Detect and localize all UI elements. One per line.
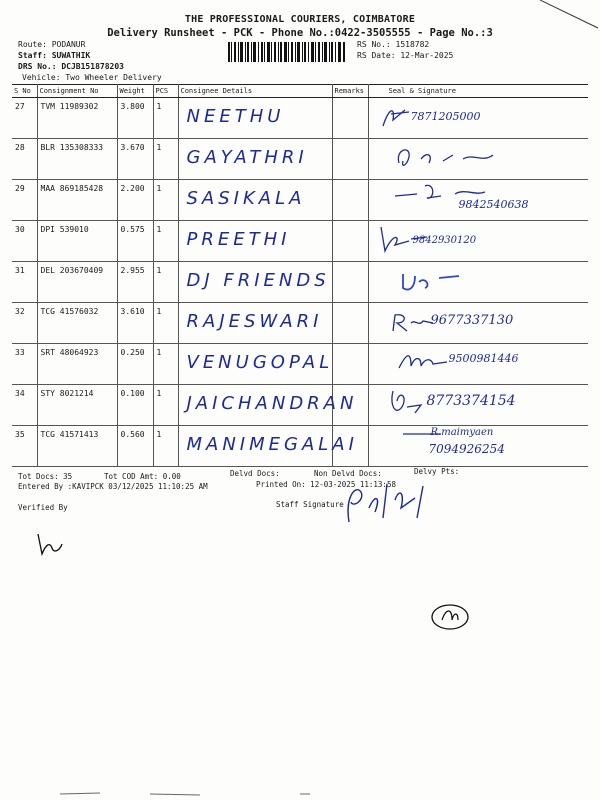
phone-handwriting: 8773374154: [426, 393, 516, 409]
vehicle-label: Vehicle: Two Wheeler Delivery: [22, 73, 162, 82]
page-fold-mark: [540, 0, 600, 30]
row-weight: 0.560: [117, 426, 153, 467]
col-header-remarks: Remarks: [332, 85, 368, 98]
staff-label: Staff: SUWATHIK: [18, 51, 91, 60]
row-consignment: TVM 11989302: [37, 98, 117, 139]
row-pcs: 1: [153, 98, 178, 139]
table-header-row: [12, 85, 588, 98]
row-pcs: 1: [153, 221, 178, 262]
col-header-consignee: Consignee Details: [178, 85, 332, 98]
bottom-edge-marks: [60, 788, 540, 798]
row-remarks: [332, 303, 368, 344]
row-consignment: DEL 203670409: [37, 262, 117, 303]
row-signature-cell: [368, 180, 588, 221]
consignee-handwriting: PREETHI: [186, 229, 291, 250]
row-pcs: 1: [153, 139, 178, 180]
table-row: [12, 98, 588, 139]
signature-dash: [403, 432, 443, 436]
table-row: [12, 139, 588, 180]
consignee-handwriting: DJ FRIENDS: [186, 270, 330, 291]
col-header-seal: Seal & Signature: [368, 85, 588, 98]
row-remarks: [332, 426, 368, 467]
row-weight: 0.100: [117, 385, 153, 426]
col-header-pcs: PCS: [153, 85, 178, 98]
row-sno: 31: [12, 262, 37, 303]
row-consignee-cell: [178, 385, 358, 426]
col-header-sno: S No: [12, 85, 37, 98]
row-remarks: [332, 139, 368, 180]
row-weight: 2.200: [117, 180, 153, 221]
phone-handwriting: 7094926254: [428, 442, 505, 456]
row-remarks: [332, 344, 368, 385]
row-sno: 33: [12, 344, 37, 385]
route-label: Route: PODANUR: [18, 40, 86, 49]
row-signature-cell: [368, 221, 588, 262]
col-header-weight: Weight: [117, 85, 153, 98]
row-remarks: [332, 385, 368, 426]
row-consignee-cell: [178, 344, 332, 385]
row-consignee-cell: [178, 303, 332, 344]
delivery-points: Delvy Pts:: [414, 467, 460, 476]
row-weight: 3.800: [117, 98, 153, 139]
row-sno: 28: [12, 139, 37, 180]
row-pcs: 1: [153, 262, 178, 303]
table-row: [12, 180, 588, 221]
table-row: [12, 221, 588, 262]
row-consignee-cell: [178, 139, 332, 180]
row-sno: 30: [12, 221, 37, 262]
row-weight: 0.575: [117, 221, 153, 262]
table-row: [12, 303, 588, 344]
row-sno: 34: [12, 385, 37, 426]
row-pcs: 1: [153, 303, 178, 344]
table-row: [12, 426, 588, 467]
row-weight: 3.610: [117, 303, 153, 344]
phone-handwriting: 9842930120: [412, 235, 477, 246]
row-consignment: DPI 539010: [37, 221, 117, 262]
row-weight: 2.955: [117, 262, 153, 303]
row-sno: 27: [12, 98, 37, 139]
row-signature-cell: [368, 139, 588, 180]
row-consignment: SRT 48064923: [37, 344, 117, 385]
row-pcs: 1: [153, 426, 178, 467]
row-weight: 3.670: [117, 139, 153, 180]
phone-handwriting: 9500981446: [448, 352, 519, 365]
scribble-mark: [430, 600, 472, 634]
row-consignment: STY 8021214: [37, 385, 117, 426]
verifier-signature-mark: [32, 530, 72, 560]
drs-number: DRS No.: DCJB151878203: [18, 62, 124, 71]
staff-signature-label: Staff Signature: [276, 500, 344, 509]
consignee-handwriting: JAICHANDRAN: [186, 393, 358, 414]
row-pcs: 1: [153, 180, 178, 221]
table-row: [12, 385, 588, 426]
row-consignee-cell: [178, 262, 332, 303]
runsheet-subtitle: Delivery Runsheet - PCK - Phone No.:0422-3505555 - Page No.:3: [107, 27, 493, 39]
printed-on: Printed On: 12-03-2025 11:13:58: [256, 480, 396, 489]
phone-handwriting: 9677337130: [430, 313, 514, 328]
row-signature-cell: [368, 303, 588, 344]
consignee-handwriting: MANIMEGALAI: [186, 434, 358, 455]
consignee-handwriting: NEETHU: [186, 106, 285, 127]
row-sno: 29: [12, 180, 37, 221]
entered-by: Entered By :KAVIPCK 03/12/2025 11:10:25 AM: [18, 482, 208, 491]
consignee-handwriting: SASIKALA: [186, 188, 306, 209]
rs-number: RS No.: 1518782: [357, 40, 430, 49]
row-consignment: BLR 135308333: [37, 139, 117, 180]
consignee-handwriting: VENUGOPAL: [186, 352, 334, 373]
company-title: THE PROFESSIONAL COURIERS, COIMBATORE: [184, 14, 416, 25]
row-consignee-cell: [178, 221, 332, 262]
staff-signature-mark: [335, 478, 445, 528]
company-stamp-mark: [399, 268, 479, 296]
row-remarks: [332, 262, 368, 303]
row-consignee-cell: [178, 426, 358, 467]
consignee-handwriting: RAJESWARI: [186, 311, 323, 332]
rs-date: RS Date: 12-Mar-2025: [357, 51, 454, 60]
consignee-handwriting: GAYATHRI: [186, 147, 308, 168]
row-remarks: [332, 98, 368, 139]
signer-name-handwriting: R.maimyaen: [430, 427, 494, 438]
row-signature-cell: [368, 385, 588, 426]
row-pcs: 1: [153, 385, 178, 426]
total-cod-amount: Tot COD Amt: 0.00: [104, 472, 181, 481]
total-docs: Tot Docs: 35: [18, 472, 73, 481]
runsheet-table: [12, 84, 588, 467]
table-row: [12, 344, 588, 385]
row-consignment: MAA 869185428: [37, 180, 117, 221]
row-consignee-cell: [178, 98, 332, 139]
row-consignment: TCG 41576032: [37, 303, 117, 344]
row-weight: 0.250: [117, 344, 153, 385]
row-consignment: TCG 41571413: [37, 426, 117, 467]
row-remarks: [332, 180, 368, 221]
row-signature-cell: [368, 344, 588, 385]
row-consignee-cell: [178, 180, 332, 221]
row-signature-cell: [368, 262, 588, 303]
row-pcs: 1: [153, 344, 178, 385]
non-delivered-docs: Non Delvd Docs:: [314, 469, 382, 478]
delivered-docs: Delvd Docs:: [230, 469, 280, 478]
row-sno: 35: [12, 426, 37, 467]
row-sno: 32: [12, 303, 37, 344]
table-row: [12, 262, 588, 303]
row-signature-cell: [368, 98, 588, 139]
signature-mark: [393, 143, 523, 173]
barcode-icon: [228, 42, 346, 62]
phone-handwriting: 7871205000: [410, 110, 481, 123]
phone-handwriting: 9842540638: [458, 198, 529, 211]
verified-by-label: Verified By: [18, 503, 68, 512]
row-remarks: [332, 221, 368, 262]
row-signature-cell: [368, 426, 588, 467]
col-header-consignment: Consignment No: [37, 85, 117, 98]
signature-mark: [397, 348, 457, 374]
